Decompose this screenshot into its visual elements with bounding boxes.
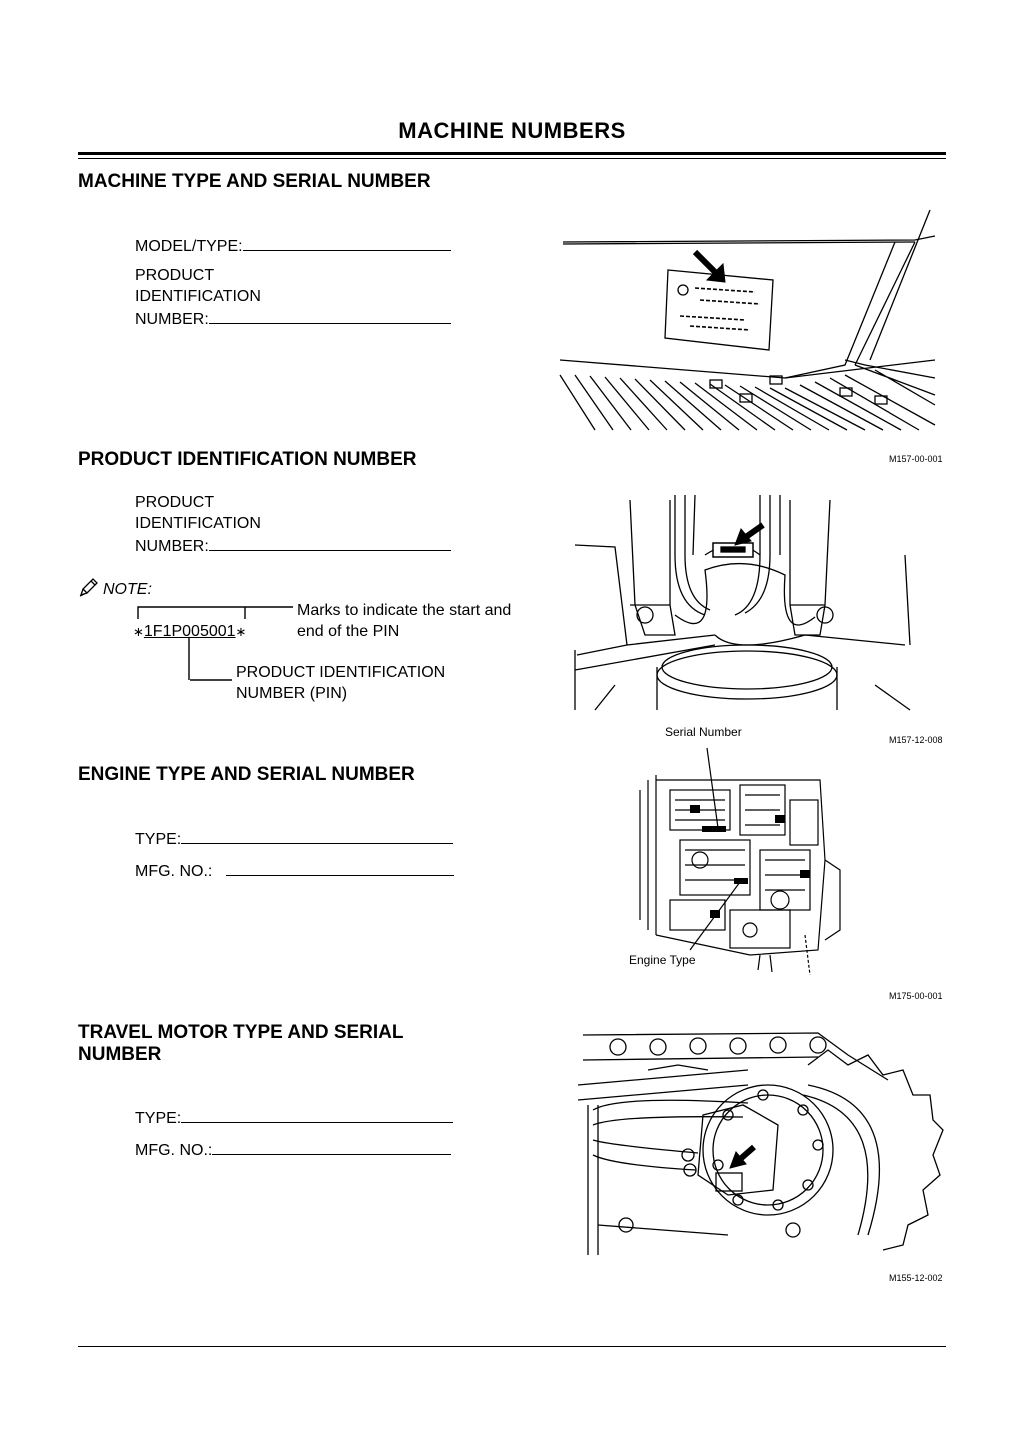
travel-motor-figure [578, 1025, 943, 1260]
pin-row [135, 534, 451, 557]
machine-figure-caption: M157-00-001 [889, 454, 943, 464]
pin-label-3: NUMBER: [135, 538, 209, 555]
engine-serial-callout: Serial Number [665, 725, 742, 739]
travel-mfg-row [135, 1138, 451, 1161]
engine-mfg-label: MFG. NO.: [135, 863, 213, 880]
pin-label-2: IDENTIFICATION [135, 515, 261, 532]
engine-figure-caption: M175-00-001 [889, 991, 943, 1001]
pin-field[interactable] [209, 534, 451, 551]
marks-text-2: end of the PIN [297, 623, 400, 640]
model-type-row [135, 234, 451, 257]
machine-pin-row [135, 307, 451, 330]
travel-heading-line-2: NUMBER [78, 1044, 162, 1065]
marks-text-1: Marks to indicate the start and [297, 602, 512, 619]
pin-desc-1: PRODUCT IDENTIFICATION [236, 664, 446, 681]
model-type-field[interactable] [243, 234, 451, 251]
machine-section-heading: MACHINE TYPE AND SERIAL NUMBER [78, 171, 431, 192]
engine-mfg-row [135, 859, 454, 882]
travel-type-label: TYPE: [135, 1110, 182, 1127]
pin-example-value: 1F1P005001 [143, 623, 236, 640]
engine-type-field[interactable] [181, 827, 453, 844]
page-title: MACHINE NUMBERS [398, 118, 626, 143]
pencil-note-icon [78, 576, 100, 598]
pin-example [133, 621, 246, 642]
machine-pin-field[interactable] [209, 307, 451, 324]
engine-type-label: TYPE: [135, 831, 182, 848]
travel-mfg-label: MFG. NO.: [135, 1142, 213, 1159]
engine-type-row [135, 827, 453, 850]
engine-mfg-field[interactable] [226, 859, 454, 876]
pin-desc-2: NUMBER (PIN) [236, 685, 348, 702]
pin-location-figure [575, 495, 945, 715]
travel-mfg-field[interactable] [212, 1138, 451, 1155]
machine-pin-label-1: PRODUCT [135, 267, 215, 284]
title-rule-thin [78, 158, 946, 159]
pin-section-heading: PRODUCT IDENTIFICATION NUMBER [78, 449, 417, 470]
model-type-label: MODEL/TYPE: [135, 238, 243, 255]
travel-type-field[interactable] [181, 1106, 453, 1123]
travel-type-row [135, 1106, 453, 1129]
note-label: NOTE: [103, 581, 152, 598]
machine-plate-figure [555, 200, 945, 430]
travel-figure-caption: M155-12-002 [889, 1273, 943, 1283]
engine-figure [630, 760, 845, 975]
title-rule [78, 152, 946, 155]
machine-pin-label-3: NUMBER: [135, 311, 209, 328]
engine-section-heading: ENGINE TYPE AND SERIAL NUMBER [78, 764, 415, 785]
pin-figure-caption: M157-12-008 [889, 735, 943, 745]
engine-type-callout: Engine Type [629, 953, 696, 967]
travel-heading-line-1: TRAVEL MOTOR TYPE AND SERIAL [78, 1022, 404, 1043]
pin-pointer-line [190, 678, 234, 682]
machine-pin-label-2: IDENTIFICATION [135, 288, 261, 305]
pin-start-star: ∗ [133, 624, 144, 639]
pin-label-1: PRODUCT [135, 494, 215, 511]
pin-end-star: ∗ [235, 624, 247, 639]
footer-rule [78, 1346, 946, 1347]
